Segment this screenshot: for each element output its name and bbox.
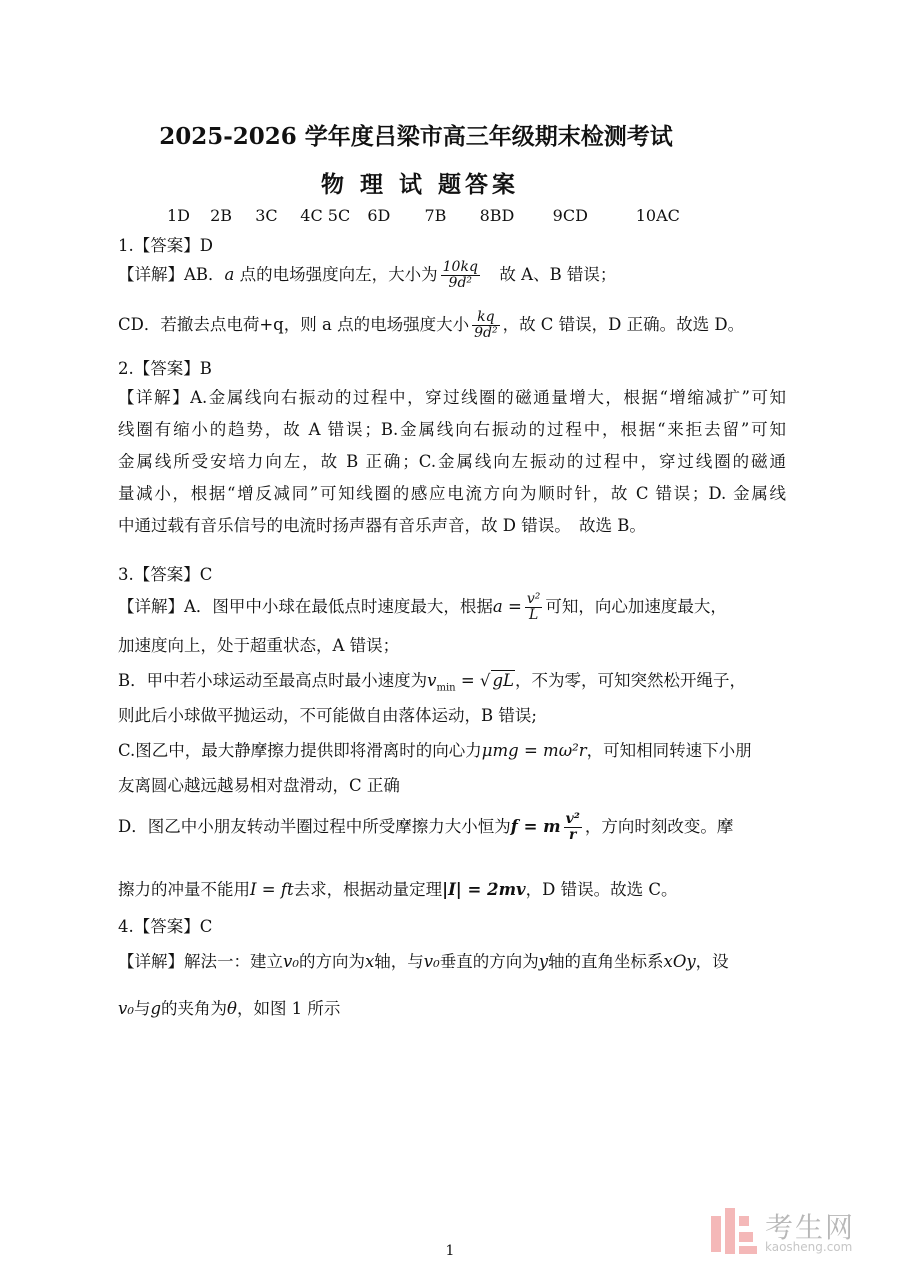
q2-detail-line: 线圈有缩小的趋势，故 A 错误；B.金属线向右振动的过程中，根据“来拒去留”可知	[118, 420, 786, 439]
fraction-kq-9d2: $\frac{kq}{\text{9d²}}$	[474, 309, 498, 341]
q3-detail-a-cont: 加速度向上，处于超重状态，A 错误；	[118, 636, 400, 655]
answer-key-item: 4C 5C	[300, 206, 351, 225]
exam-title: 2025-2026 学年度吕梁市高三年级期末检测考试	[159, 123, 673, 150]
q1-detail-cd: CD．若撤去点电荷+q，则 a 点的电场强度大小 $\frac{kq}{\text{9d²}}$ ，故 C 错误，D 正确。故选 D。	[118, 309, 745, 341]
answer-key-item: 9CD	[552, 206, 588, 225]
kaosheng-logo	[711, 1206, 881, 1262]
answer-key-item: 2B	[210, 206, 233, 225]
q2-detail-line: 金属线所受安培力向左，故 B 正确；C.金属线向左振动的过程中，穿过线圈的磁通	[118, 452, 786, 471]
answer-key-item: 7B	[424, 206, 447, 225]
answer-key-item: 6D	[367, 206, 391, 225]
q4-detail-line2: v₀与g的夹角为θ，如图 1 所示	[118, 999, 341, 1018]
fraction-v2-r: $\frac{\text{v²}}{r}$	[565, 811, 580, 843]
q3-detail-a: 【详解】A．图甲中小球在最低点时速度最大，根据a = $\frac{\text{v²}}{L}$ 可知，向心加速度最大，	[118, 591, 727, 623]
answer-key-item: 10AC	[635, 206, 680, 225]
answer-key-item: 1D	[167, 206, 191, 225]
logo-url: kaosheng.com	[765, 1240, 853, 1254]
q2-detail	[118, 382, 786, 542]
q3-detail-c: C.图乙中，最大静摩擦力提供即将滑离时的向心力μmg = mω²r，可知相同转速下小朋	[118, 741, 752, 760]
exam-subtitle: 物 理 试 题答案	[320, 171, 520, 198]
answer-key-row	[167, 206, 680, 225]
logo-text: 考生网	[765, 1211, 856, 1244]
fraction-10kq-9d2: $\frac{10kq}{\text{9d²}}$	[442, 259, 478, 291]
fraction-v2-L: $\frac{\text{v²}}{L}$	[526, 591, 541, 623]
q1-answer: 1.【答案】D	[118, 236, 213, 255]
q3-detail-b-cont: 则此后小球做平抛运动，不可能做自由落体运动，B 错误;	[118, 706, 537, 725]
q3-detail-c-cont: 友离圆心越远越易相对盘滑动，C 正确	[118, 776, 400, 795]
q3-detail-d: D．图乙中小朋友转动半圈过程中所受摩擦力大小恒为f = m $\frac{\text{v²}}{r}$ ，方向时刻改变。摩	[118, 811, 734, 843]
q2-detail-line: 中通过载有音乐信号的电流时扬声器有音乐声音，故 D 错误。 故选 B。	[118, 516, 646, 535]
q3-detail-b: B．甲中若小球运动至最高点时最小速度为$v_{min}$ = √ gL，不为零，可知突然松开绳子，	[118, 671, 746, 694]
q3-answer: 3.【答案】C	[118, 565, 213, 584]
answer-key-item: 8BD	[479, 206, 515, 225]
q4-detail-line1: 【详解】解法一：建立v₀的方向为x轴，与v₀垂直的方向为y轴的直角坐标系xOy，设	[118, 952, 729, 971]
q2-answer: 2.【答案】B	[118, 359, 212, 378]
answer-key-item: 3C	[255, 206, 278, 225]
page-number: 1	[445, 1243, 455, 1259]
q3-detail-d-cont: 擦力的冲量不能用I = ft去求，根据动量定理|I| = 2mv，D 错误。故选 C。	[118, 880, 678, 899]
logo-mark-icon	[711, 1208, 757, 1254]
q4-answer: 4.【答案】C	[118, 917, 213, 936]
q1-detail-ab: 【详解】AB．a 点的电场强度向左，大小为 $\frac{10kq}{\text{9d²}}$ 故 A、B 错误；	[118, 259, 617, 291]
q2-detail-line: 【详解】A.金属线向右振动的过程中，穿过线圈的磁通量增大，根据“增缩减扩”可知	[118, 388, 786, 407]
q2-detail-line: 量减小，根据“增反减同”可知线圈的感应电流方向为顺时针，故 C 错误；D. 金属线	[118, 484, 786, 503]
